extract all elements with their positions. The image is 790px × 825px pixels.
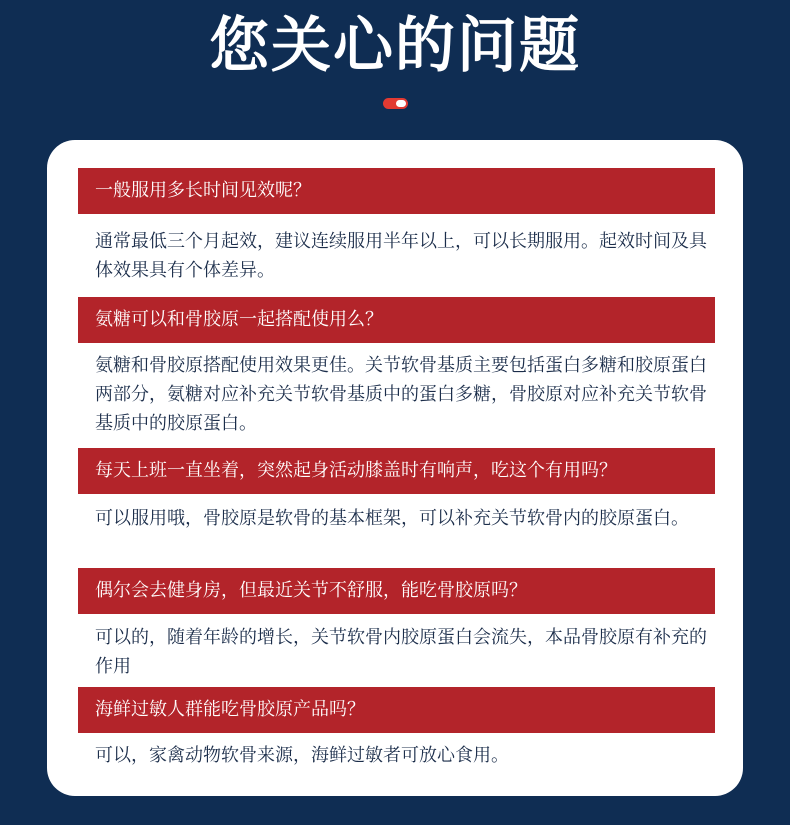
faq-question-4: 偶尔会去健身房，但最近关节不舒服，能吃骨胶原吗？ <box>78 568 715 614</box>
faq-answer-3: 可以服用哦，骨胶原是软骨的基本框架，可以补充关节软骨内的胶原蛋白。 <box>95 508 689 529</box>
page-indicator-dot <box>396 100 406 107</box>
page-indicator <box>383 98 408 109</box>
faq-question-5: 海鲜过敏人群能吃骨胶原产品吗？ <box>78 687 715 733</box>
faq-answer-4: 可以的，随着年龄的增长，关节软骨内胶原蛋白会流失，本品骨胶原有补充的作用 <box>95 627 707 677</box>
page-title: 您关心的问题 <box>209 11 581 81</box>
faq-card <box>47 140 743 796</box>
faq-answer-1: 通常最低三个月起效，建议连续服用半年以上，可以长期服用。起效时间及具体效果具有个体差异。 <box>95 231 707 281</box>
faq-question-1: 一般服用多长时间见效呢？ <box>78 168 715 214</box>
faq-question-2: 氨糖可以和骨胶原一起搭配使用么？ <box>78 297 715 343</box>
faq-question-3: 每天上班一直坐着，突然起身活动膝盖时有响声，吃这个有用吗？ <box>78 448 715 494</box>
faq-answer-2: 氨糖和骨胶原搭配使用效果更佳。关节软骨基质主要包括蛋白多糖和胶原蛋白两部分，氨糖对应补充关节软骨基质中的蛋白多糖，骨胶原对应补充关节软骨基质中的胶原蛋白。 <box>95 355 707 434</box>
faq-answer-5: 可以，家禽动物软骨来源，海鲜过敏者可放心食用。 <box>95 745 509 766</box>
